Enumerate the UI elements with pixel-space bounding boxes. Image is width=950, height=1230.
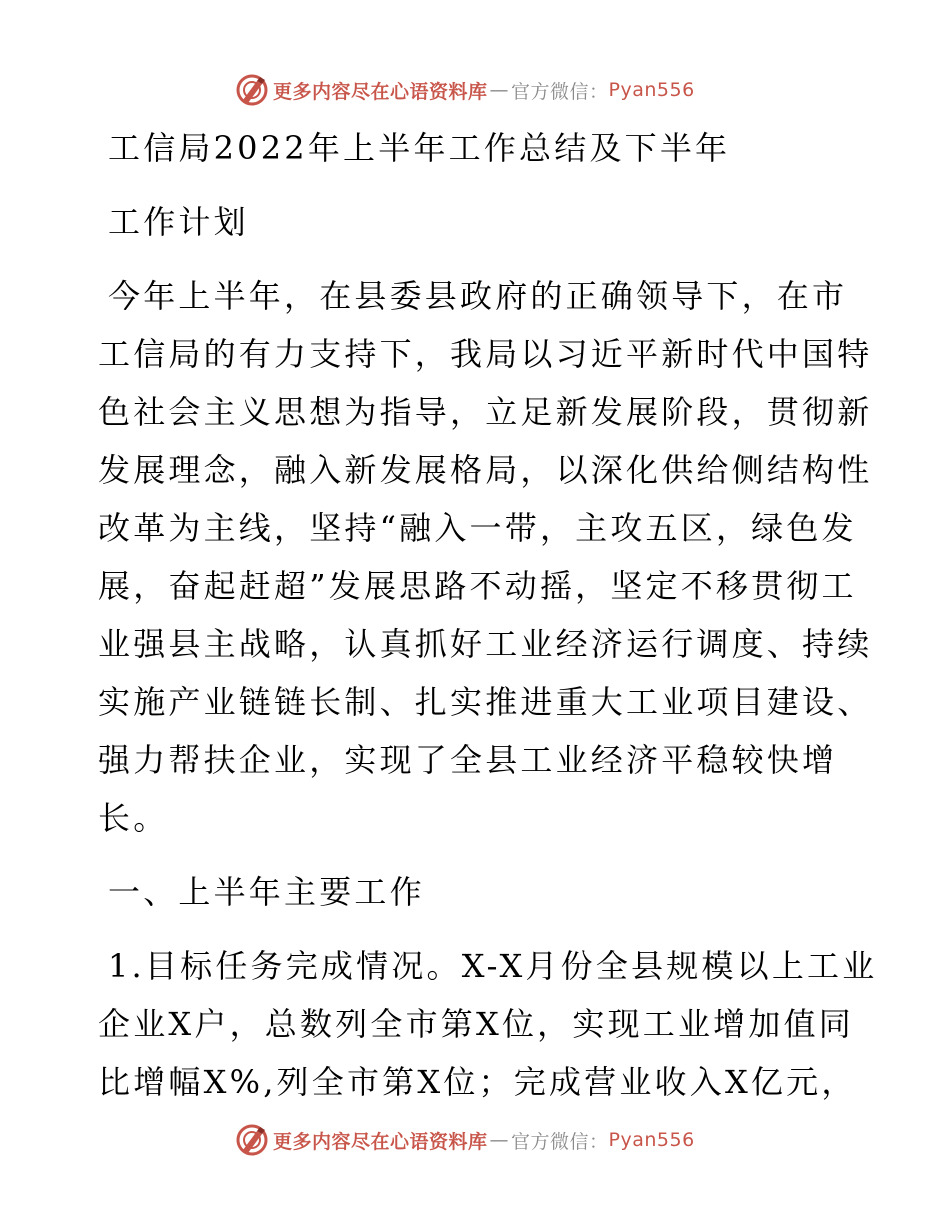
title-line-2: 工作计划	[108, 203, 249, 241]
intro-line-10: 长。	[98, 799, 169, 837]
watermark-wechat-id: Pyan556	[608, 1129, 695, 1151]
pen-logo-icon	[235, 73, 269, 107]
intro-line-3: 色社会主义思想为指导，立足新发展阶段，贯彻新	[98, 393, 873, 431]
watermark-wechat-id: Pyan556	[608, 79, 695, 101]
watermark-label: 官方微信：	[511, 80, 609, 103]
intro-line-6: 展，奋起赶超”发展思路不动摇，坚定不移贯彻工	[98, 567, 857, 605]
intro-line-2: 工信局的有力支持下，我局以习近平新时代中国特	[98, 335, 873, 373]
item1-line-2: 企业X户，总数列全市第X位，实现工业增加值同	[98, 1005, 854, 1043]
watermark-main-text: 更多内容尽在心语资料库	[273, 1130, 488, 1153]
item1-line-1: 1.目标任务完成情况。X-X月份全县规模以上工业	[108, 947, 878, 985]
watermark-header	[235, 72, 695, 108]
intro-line-8: 实施产业链链长制、扎实推进重大工业项目建设、	[98, 683, 873, 721]
section-heading: 一、上半年主要工作	[108, 873, 425, 911]
watermark-label: 官方微信：	[511, 1130, 609, 1153]
watermark-dash: —	[489, 1129, 510, 1151]
watermark-main-text: 更多内容尽在心语资料库	[273, 80, 488, 103]
intro-line-7: 业强县主战略，认真抓好工业经济运行调度、持续	[98, 625, 873, 663]
watermark-footer	[235, 1122, 695, 1158]
intro-line-5: 改革为主线，坚持“融入一带，主攻五区，绿色发	[98, 509, 857, 547]
pen-logo-icon	[235, 1123, 269, 1157]
watermark-dash: —	[489, 79, 510, 101]
intro-line-4: 发展理念，融入新发展格局，以深化供给侧结构性	[98, 451, 873, 489]
intro-line-1: 今年上半年，在县委县政府的正确领导下，在市	[108, 277, 848, 315]
item1-line-3: 比增幅X%,列全市第X位；完成营业收入X亿元，	[98, 1063, 857, 1101]
title-line-1: 工信局2022年上半年工作总结及下半年	[108, 129, 731, 167]
intro-line-9: 强力帮扶企业，实现了全县工业经济平稳较快增	[98, 741, 838, 779]
